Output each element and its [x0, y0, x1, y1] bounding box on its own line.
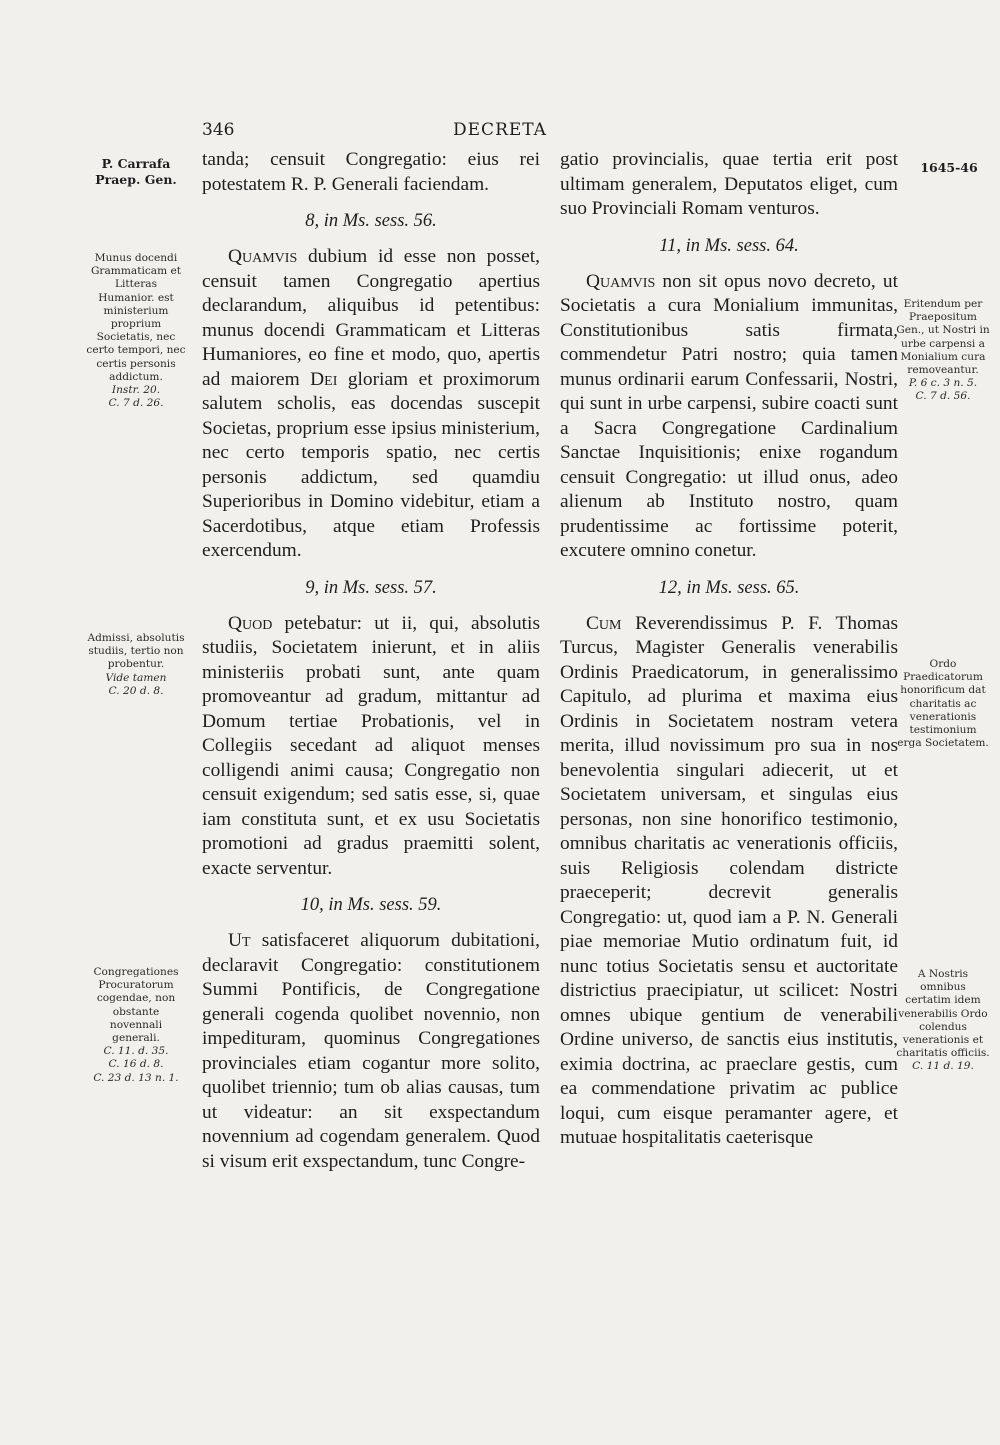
margin-left-head: P. Carrafa Praep. Gen.	[95, 156, 177, 187]
decree-heading-9: 9, in Ms. sess. 57.	[305, 577, 437, 598]
decree-heading-8: 8, in Ms. sess. 56.	[305, 211, 437, 231]
text-column-right	[560, 148, 898, 1151]
margin-note-ref: C. 16 d. 8.	[108, 1058, 164, 1071]
paragraph-text: gloriam et proximorum salutem scholis, eas docendas suscepit Societas, proprium esse ipsius ministerium, nec certo temporis spatio, nec certis personis addictum, sed quamdiu Superioribus in Domino videbitur, etiam a Sacerdotibus, atque etiam Professis exercendum.	[202, 368, 540, 561]
text-column-left	[202, 148, 540, 1174]
margin-note-ref: C. 11. d. 35.	[103, 1045, 169, 1058]
paragraph-text: Reverendissimus P. F. Thomas Turcus, Magister Generalis venerabilis Ordinis Praedicatorum, in generalissimo Capitulo, ad plurima et maxima eius Ordinis in Societatem nostram vetera merita, illud novissimum pro sua in nos benevolentia singulari adiecerit, ut et Societatem universam, et singulas eius personas, non sine honorifico testimonio, omnibus charitatis ac venerationis officiis, suis Religiosis colendam districte praeceperit; decrevit generalis Congregatio: ut, quod iam a P. N. Generali piae memoriae Mutio ordinatum fuit, id nunc totius Societatis sensu et auctoritate districtius praecipiatur, ut scilicet: Nostri omnes ubique gentium de venerabili Ordine universo, de sanctis eius institutis, eximia doctrina, ac praeclare gestis, cum ea commendatione privatim ac publice loqui, cum eisque peramanter agere, et mutuae hospitalitatis caeterisque	[560, 612, 898, 1148]
margin-note-right-2	[896, 658, 990, 750]
paragraph-text: gatio provincialis, quae tertia erit post ultimam generalem, Deputatos eliget, cum suo Provinciali Romam venturos.	[560, 149, 898, 219]
margin-note-ref: C. 7 d. 26.	[108, 397, 164, 410]
running-title: DECRETA	[453, 120, 547, 140]
paragraph-text: satisfaceret aliquorum dubitationi, declaravit Congregatio: constitutionem Summi Pontificis, de Congregatione generali cogenda quolibet novennio, non impedituram, quominus Congregationes provinciales etiam cogantur more solito, quolibet triennio; tum ob alias causas, tum ut videatur: an sit exspectandum novennium ad cogendam generalem. Quod si visum erit exspectandum, tunc Congre-	[202, 930, 540, 1172]
initial-word: Cum	[586, 612, 622, 634]
decree-heading-12: 12, in Ms. sess. 65.	[658, 577, 800, 598]
paragraph	[560, 148, 898, 222]
margin-note-ref: C. 7 d. 56.	[915, 390, 971, 403]
paragraph	[202, 612, 540, 882]
margin-note-left-3	[86, 966, 186, 1085]
margin-note-text: Eritendum per Praepositum Gen., ut Nostri in urbe carpensi a Monialium cura removeantur.	[896, 298, 990, 377]
paragraph-text: petebatur: ut ii, qui, absolutis studiis, Societatem inierunt, et in aliis ministeriis probati sunt, ante quam promoveantur ad gradum, mittantur ad Domum tertiae Probationis, vel in Collegiis secedant ad aliquot menses colligendi animi causa; Congregatio non censuit exigendum; sed satis esse, si, quae iam constituta sunt, et ex usu Societatis promotioni ad gradus praemitti solent, exacte serventur.	[202, 612, 540, 879]
margin-note-text: Munus docendi Grammaticam et Litteras Humanior. est ministerium proprium Societatis, nec certo tempori, nec certis personis addictum.	[86, 252, 186, 383]
initial-word: Quod	[228, 612, 273, 634]
page-number: 346	[202, 120, 235, 140]
initial-word: Quamvis	[228, 246, 298, 267]
margin-note-text: A Nostris omnibus certatim idem venerabilis Ordo colendus venerationis et charitatis officiis.	[896, 968, 990, 1060]
paragraph	[560, 612, 898, 1151]
margin-note-text: Congregationes Procuratorum cogendae, non obstante novennali generali.	[93, 966, 179, 1045]
dei-word: Dei	[310, 368, 338, 390]
margin-note-text: Admissi, absolutis studiis, tertio non probentur.	[87, 632, 185, 671]
paragraph	[202, 929, 540, 1174]
paragraph	[202, 245, 540, 564]
margin-note-right-3	[896, 968, 990, 1074]
running-header	[0, 120, 1000, 146]
margin-right-head: 1645-46	[920, 160, 978, 175]
margin-note-left-2	[86, 632, 186, 698]
decree-heading-11: 11, in Ms. sess. 64.	[659, 235, 799, 256]
decree-heading-10: 10, in Ms. sess. 59.	[300, 895, 442, 915]
margin-note-text: Ordo Praedicatorum honorificum dat charitatis ac venerationis testimonium erga Societatem.	[897, 658, 989, 750]
initial-word: Quamvis	[586, 270, 656, 292]
paragraph-text: non sit opus novo decreto, ut Societatis a cura Monialium immunitas, Constitutionibus satis firmata, commendetur Patri nostro; quia tamen munus ordinarii earum Confessarii, Nostri, qui sunt in urbe carpensi, subire coacti sunt a Sacra Congregatione Cardinalium Sanctae Inquisitionis; enixe rogandum censuit Congregatio: ut illud onus, adeo alienum ab Instituto nostro, quam prudentissime ac fortissime poterit, excutere omnino conetur.	[560, 270, 898, 561]
margin-note-ref: C. 20 d. 8.	[108, 684, 164, 697]
margin-note-ref: Instr. 20.	[111, 384, 161, 397]
margin-note-ref: C. 11 d. 19.	[912, 1060, 974, 1073]
initial-word: Ut	[228, 930, 251, 951]
paragraph-text: tanda; censuit Congregatio: eius rei potestatem R. P. Generali faciendam.	[202, 149, 540, 195]
margin-note-right-1	[896, 298, 990, 404]
margin-note-ref: P. 6 c. 3 n. 5.	[908, 377, 978, 390]
margin-note-ref: C. 23 d. 13 n. 1.	[93, 1071, 179, 1084]
paragraph	[560, 270, 898, 564]
margin-note-ref: Vide tamen	[105, 671, 167, 684]
paragraph-text: dubium id esse non posset, censuit tamen Congregatio apertius declarandum, aliquibus id petentibus: munus docendi Grammaticam et Litteras Humaniores, eo fine et modo, quo, apertis ad maiorem	[202, 246, 540, 390]
margin-note-left-1	[86, 252, 186, 410]
paragraph	[202, 148, 540, 197]
